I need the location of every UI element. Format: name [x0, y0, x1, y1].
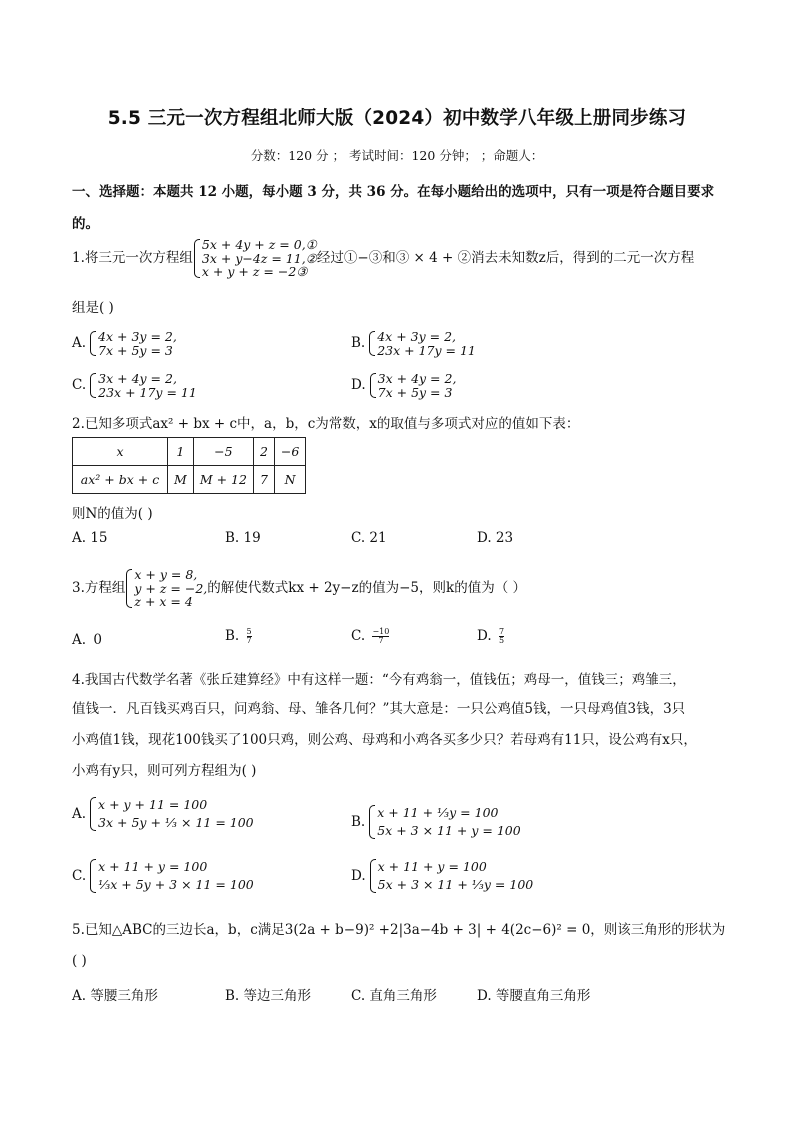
q4-option-c-system [89, 858, 254, 894]
q4-option-c[interactable]: C. x + 11 + y = 100 ⅓x + 5y + 3 × 11 = 100 [72, 859, 254, 892]
table-row [73, 438, 306, 466]
question-3-system [125, 568, 207, 609]
question-2-cont: 则N的值为( ) [72, 506, 153, 522]
q3-option-c[interactable]: C. $\frac{-10}{7}$ [351, 627, 390, 645]
question-4-line-2: 值钱一．凡百钱买鸡百只，问鸡翁、母、雏各几何？”其大意是：一只公鸡值5钱，一只母鸡值3钱，3只 [72, 701, 686, 717]
line: x + 11 + y = 100 [377, 859, 487, 874]
table-cell: 7 [253, 466, 274, 494]
line: 23x + 17y = 11 [98, 384, 197, 400]
q3-option-b[interactable]: B. $\frac{5}{7}$ [225, 627, 252, 645]
q4-option-b[interactable]: B. x + 11 + ⅓y = 100 5x + 3 × 11 + y = 100 [351, 805, 521, 838]
question-4-line-3: 小鸡值1钱，现花100钱买了100只鸡，则公鸡、母鸡和小鸡各买多少只？若母鸡有11只，设公鸡有x只， [72, 732, 697, 748]
value: 0 [93, 632, 102, 648]
question-1 [72, 238, 722, 279]
line: 23x + 17y = 11 [377, 342, 476, 358]
equation-2: 3x + y−4z = 11,② [201, 250, 317, 266]
q1-option-b[interactable]: B. 4x + 3y = 2, 23x + 17y = 11 [351, 329, 476, 358]
table-cell: 1 [168, 438, 194, 466]
table-cell: M [168, 466, 194, 494]
line: 3x + 5y + ⅓ × 11 = 100 [98, 815, 254, 830]
line: x + 11 + y = 100 [98, 859, 208, 874]
question-5: 5.已知△ABC的三边长a，b，c满足3(2a + b−9)² +2|3a−4b + 3| + 4(2c−6)² = 0，则该三角形的形状为 [72, 922, 726, 938]
q5-option-d[interactable]: D. 等腰直角三角形 [477, 988, 591, 1004]
line: 7x + 5y = 3 [98, 342, 173, 358]
q4-option-d-system [369, 858, 534, 894]
q4-option-a[interactable]: A. x + y + 11 = 100 3x + 5y + ⅓ × 11 = 100 [72, 797, 254, 830]
numerator: 5 [246, 627, 252, 636]
q2-option-c[interactable]: C. 21 [351, 530, 387, 546]
q1-option-c-system [89, 372, 197, 399]
line: 3x + 4y = 2, [377, 371, 457, 386]
line: 7x + 5y = 3 [377, 384, 453, 400]
line: 3x + 4y = 2, [98, 371, 177, 386]
q1-option-a-system [89, 330, 177, 357]
equation-3: x + y + z = −2③ [201, 264, 308, 279]
q3-option-d[interactable]: D. $\frac{7}{5}$ [477, 627, 505, 645]
q1-option-b-system [368, 330, 476, 357]
line: x + y + 11 = 100 [98, 797, 208, 812]
question-1-cont: 组是( ) [72, 300, 114, 316]
table-cell: x [73, 438, 168, 466]
q2-option-d[interactable]: D. 23 [477, 530, 514, 546]
denominator: 5 [498, 636, 505, 645]
question-3-prefix: 3.方程组 [72, 579, 126, 596]
table-cell: −6 [274, 438, 305, 466]
q2-option-a[interactable]: A. 15 [72, 530, 108, 546]
question-3-suffix: 的解使代数式kx + 2y−z的值为−5，则k的值为（ ） [207, 579, 526, 596]
table-cell: 2 [253, 438, 274, 466]
section-heading: 一、选择题：本题共 12 小题，每小题 3 分，共 36 分。在每小题给出的选项中，只有一项是符合题目要求的。 [72, 184, 715, 232]
question-1-suffix: 经过①−③和③ × 4 + ②消去未知数z后，得到的二元一次方程 [316, 249, 695, 266]
table-cell: M + 12 [193, 466, 253, 494]
q1-option-a[interactable]: A. 4x + 3y = 2, 7x + 5y = 3 [72, 329, 177, 358]
denominator: 7 [246, 636, 252, 645]
page-title: 5.5 三元一次方程组北师大版（2024）初中数学八年级上册同步练习 [107, 108, 687, 129]
table-row [73, 466, 306, 494]
equation-1: 5x + 4y + z = 0,① [201, 237, 317, 252]
line: 5x + 3 × 11 + y = 100 [377, 823, 521, 838]
q4-option-d[interactable]: D. x + 11 + y = 100 5x + 3 × 11 + ⅓y = 100 [351, 859, 534, 892]
line: 4x + 3y = 2, [98, 329, 177, 344]
q2-option-b[interactable]: B. 19 [225, 530, 261, 546]
question-5-cont: ( ) [72, 953, 87, 969]
equation-3: z + x = 4 [134, 594, 193, 609]
line: 5x + 3 × 11 + ⅓y = 100 [377, 877, 534, 892]
q1-option-d[interactable]: D. 3x + 4y = 2, 7x + 5y = 3 [351, 371, 457, 400]
q1-option-d-system [369, 372, 457, 399]
exam-info: 分数：120 分 ； 考试时间：120 分钟； ；命题人： [250, 148, 544, 163]
question-3 [72, 568, 722, 609]
line: x + 11 + ⅓y = 100 [377, 805, 499, 820]
fraction [247, 628, 252, 645]
table-cell: ax² + bx + c [73, 466, 168, 494]
table-cell: N [274, 466, 305, 494]
value-table [72, 437, 306, 494]
question-2: 2.已知多项式ax² + bx + c中，a，b，c为常数，x的取值与多项式对应的值如下表： [72, 416, 580, 432]
q5-option-b[interactable]: B. 等边三角形 [225, 988, 312, 1004]
question-4-line-1: 4.我国古代数学名著《张丘建算经》中有这样一题：“今有鸡翁一，值钱伍；鸡母一，值钱三；鸡雏三， [72, 672, 686, 688]
q4-option-a-system [89, 796, 254, 832]
line: 4x + 3y = 2, [377, 329, 457, 344]
q5-option-a[interactable]: A. 等腰三角形 [72, 988, 158, 1004]
numerator: 7 [498, 627, 505, 636]
numerator: −10 [372, 627, 390, 636]
question-1-prefix: 1.将三元一次方程组 [72, 249, 193, 266]
table-cell: −5 [193, 438, 253, 466]
equation-2: y + z = −2, [134, 580, 208, 596]
q3-option-a[interactable]: A. 0 [72, 632, 102, 648]
fraction [372, 628, 389, 645]
fraction [499, 628, 504, 645]
denominator: 7 [378, 636, 384, 645]
q1-option-c[interactable]: C. 3x + 4y = 2, 23x + 17y = 11 [72, 371, 197, 400]
line: ⅓x + 5y + 3 × 11 = 100 [98, 877, 254, 892]
question-1-system [193, 238, 317, 279]
q4-option-b-system [368, 804, 520, 840]
equation-1: x + y = 8, [134, 567, 198, 582]
q5-option-c[interactable]: C. 直角三角形 [351, 988, 437, 1004]
question-4-line-4: 小鸡有y只，则可列方程组为( ) [72, 763, 257, 779]
